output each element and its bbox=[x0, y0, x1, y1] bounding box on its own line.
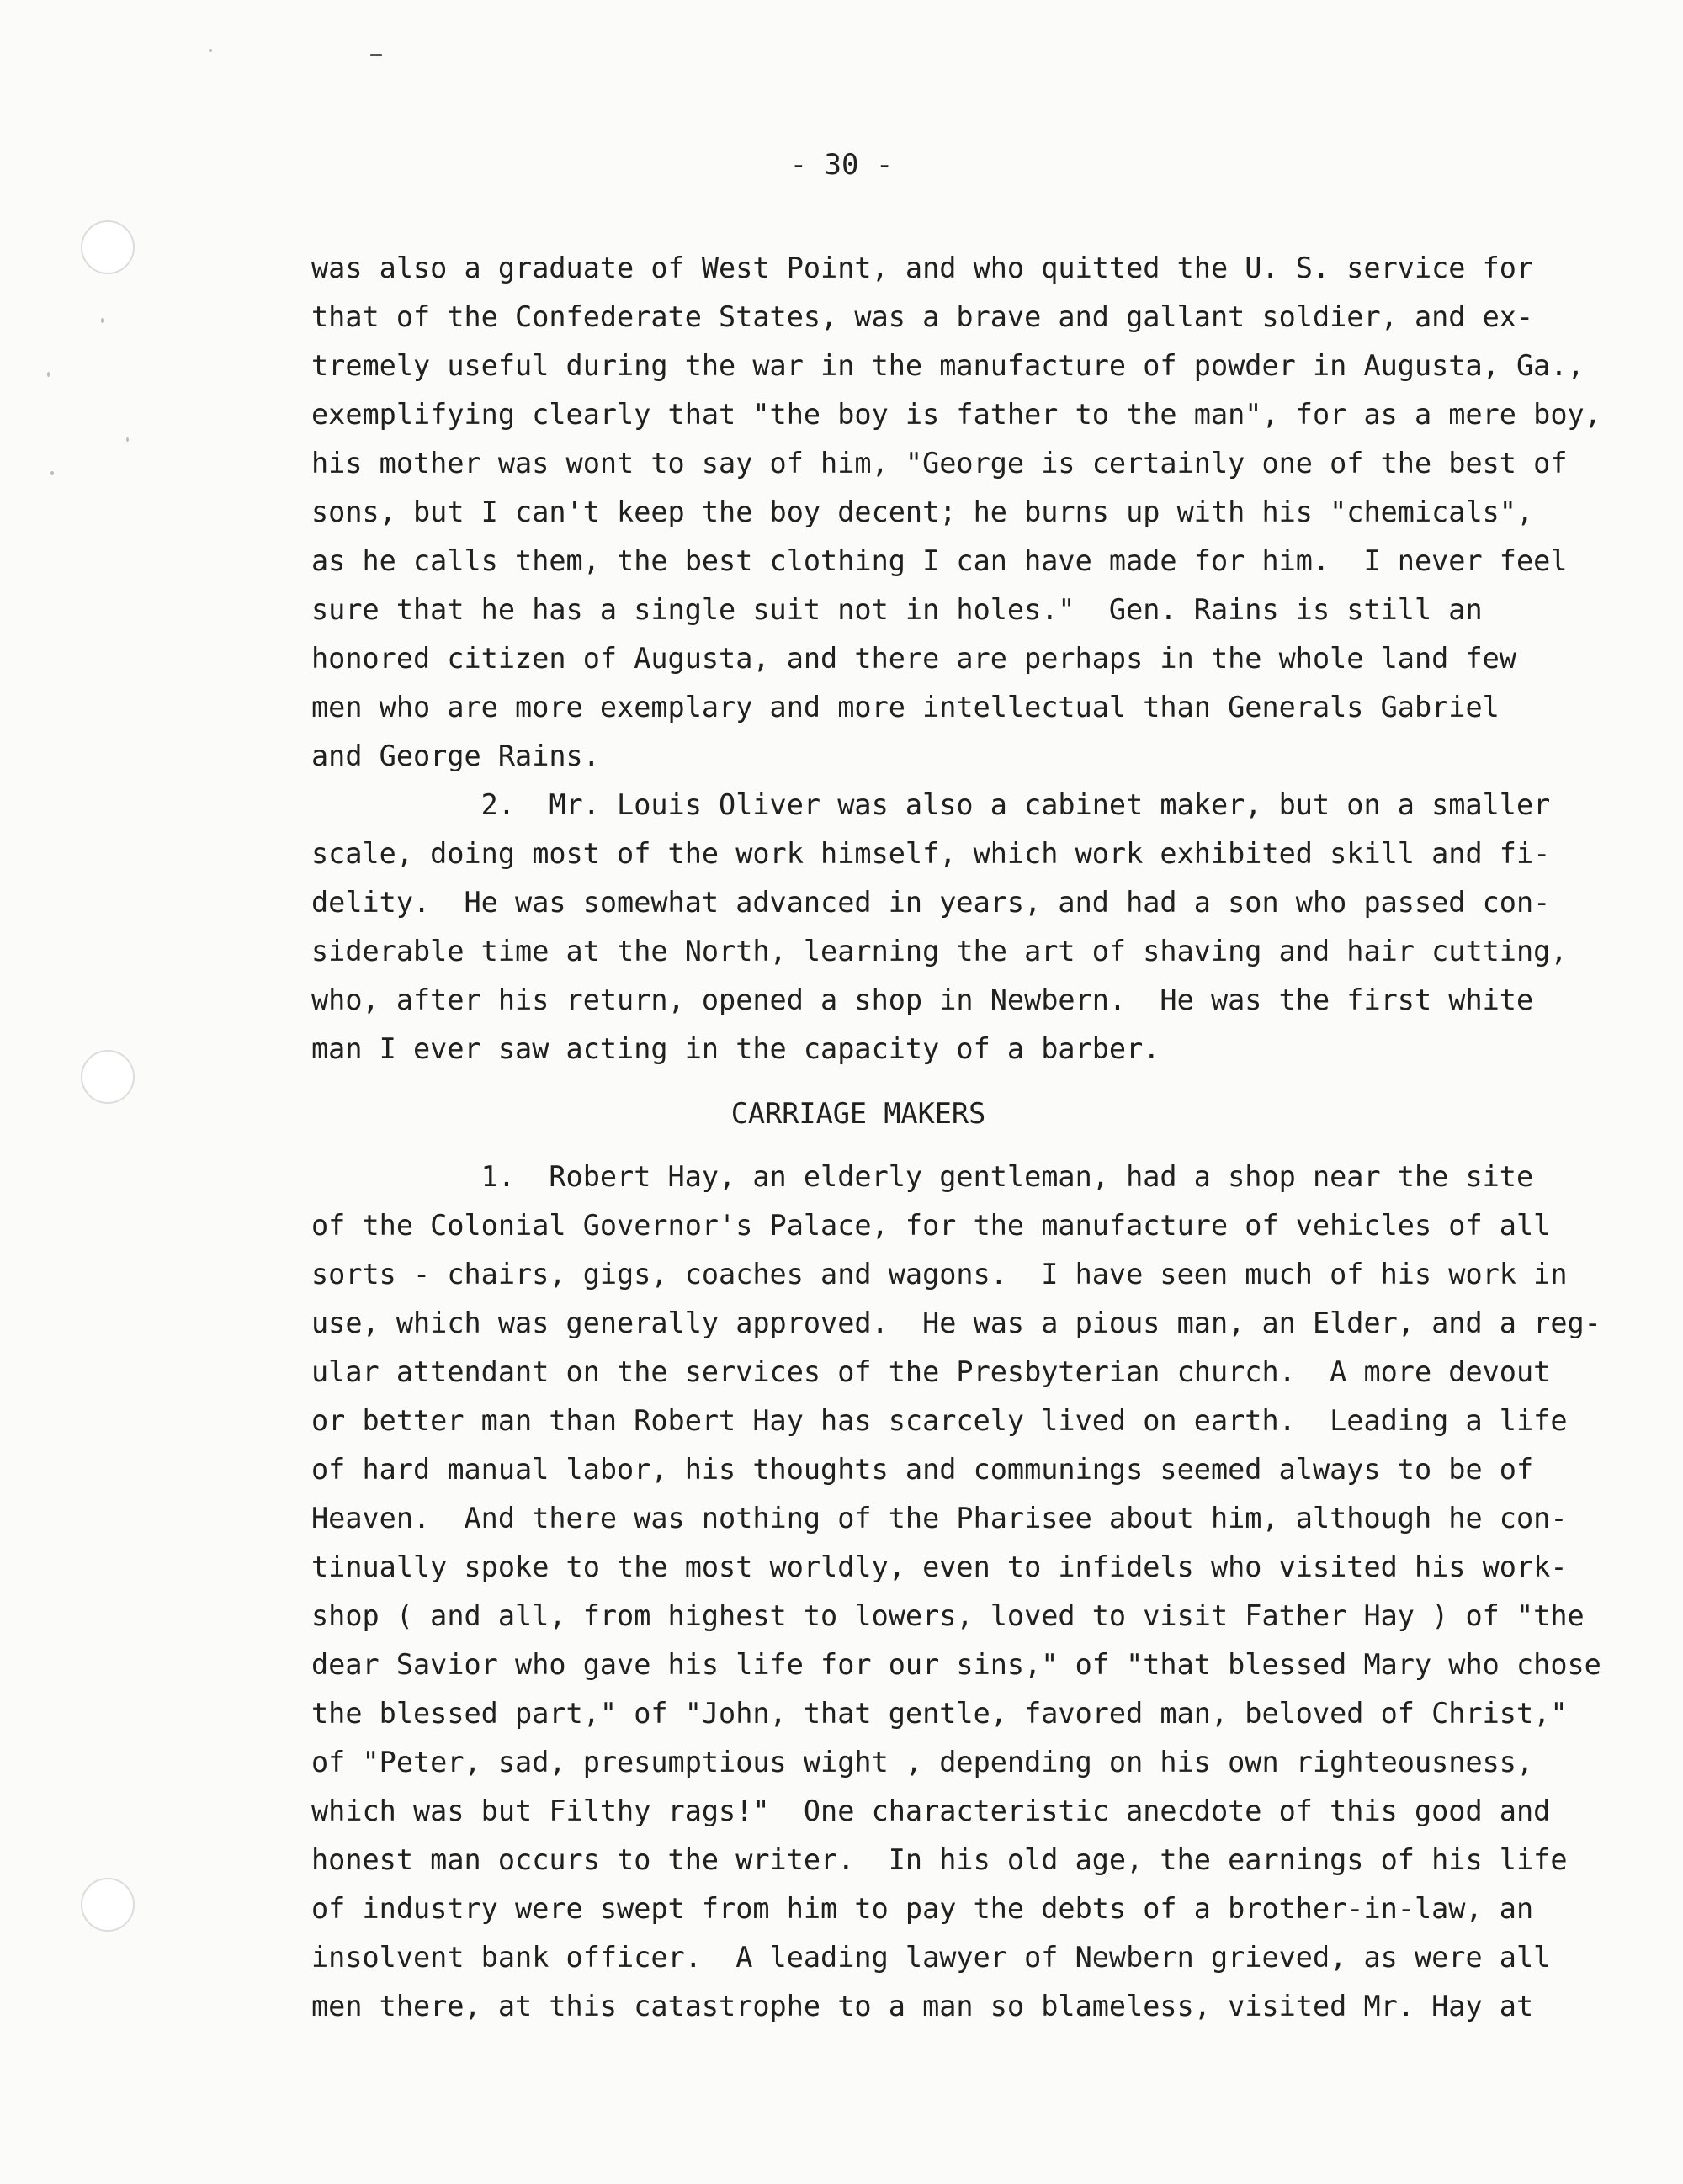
text-line: of industry were swept from him to pay the debts of a brother-in-law, an bbox=[311, 1892, 1534, 1925]
text-line: the blessed part," of "John, that gentle, favored man, beloved of Christ," bbox=[311, 1697, 1568, 1730]
paragraph-2 bbox=[311, 781, 1601, 1073]
text-line: who, after his return, opened a shop in Newbern. He was the first white bbox=[311, 983, 1534, 1016]
scan-speck bbox=[126, 437, 129, 442]
text-line: dear Savior who gave his life for our sins," of "that blessed Mary who chose bbox=[311, 1648, 1601, 1681]
paragraph-3 bbox=[311, 1153, 1601, 2031]
text-line: as he calls them, the best clothing I can have made for him. I never feel bbox=[311, 544, 1568, 577]
text-line: Heaven. And there was nothing of the Pharisee about him, although he con- bbox=[311, 1502, 1568, 1535]
text-line: was also a graduate of West Point, and who quitted the U. S. service for bbox=[311, 252, 1534, 284]
punch-hole-bottom bbox=[81, 1878, 135, 1932]
text-line: scale, doing most of the work himself, which work exhibited skill and fi- bbox=[311, 837, 1551, 870]
scan-speck bbox=[101, 318, 104, 323]
scan-mark bbox=[370, 54, 382, 56]
spacer bbox=[311, 1141, 1601, 1153]
text-line: ular attendant on the services of the Presbyterian church. A more devout bbox=[311, 1355, 1551, 1388]
text-line: that of the Confederate States, was a brave and gallant soldier, and ex- bbox=[311, 300, 1534, 333]
text-line: of the Colonial Governor's Palace, for the manufacture of vehicles of all bbox=[311, 1209, 1551, 1242]
text-line: and George Rains. bbox=[311, 739, 600, 772]
text-line: men who are more exemplary and more intellectual than Generals Gabriel bbox=[311, 691, 1500, 724]
paragraph-1 bbox=[311, 244, 1601, 781]
scan-speck bbox=[47, 372, 50, 377]
text-line: delity. He was somewhat advanced in years, and had a son who passed con- bbox=[311, 886, 1551, 919]
text-line: 2. Mr. Louis Oliver was also a cabinet maker, but on a smaller bbox=[311, 788, 1551, 821]
text-line: sons, but I can't keep the boy decent; he burns up with his "chemicals", bbox=[311, 496, 1534, 528]
text-line: of hard manual labor, his thoughts and communings seemed always to be of bbox=[311, 1453, 1534, 1486]
spacer bbox=[311, 1073, 1601, 1085]
text-line: exemplifying clearly that "the boy is father to the man", for as a mere boy, bbox=[311, 398, 1601, 431]
text-line: which was but Filthy rags!" One characteristic anecdote of this good and bbox=[311, 1794, 1551, 1827]
text-line: sorts - chairs, gigs, coaches and wagons. I have seen much of his work in bbox=[311, 1258, 1568, 1291]
text-line: siderable time at the North, learning the art of shaving and hair cutting, bbox=[311, 935, 1568, 967]
punch-hole-top bbox=[81, 220, 135, 274]
body-text bbox=[311, 244, 1601, 2031]
text-line: honored citizen of Augusta, and there are perhaps in the whole land few bbox=[311, 642, 1516, 675]
text-line: honest man occurs to the writer. In his old age, the earnings of his life bbox=[311, 1843, 1568, 1876]
text-line: tinually spoke to the most worldly, even to infidels who visited his work- bbox=[311, 1551, 1568, 1583]
text-line: man I ever saw acting in the capacity of a barber. bbox=[311, 1032, 1160, 1065]
page-number: - 30 - bbox=[789, 148, 894, 182]
text-line: insolvent bank officer. A leading lawyer of Newbern grieved, as were all bbox=[311, 1941, 1551, 1974]
text-line: of "Peter, sad, presumptious wight , depending on his own righteousness, bbox=[311, 1746, 1534, 1778]
text-line: shop ( and all, from highest to lowers, loved to visit Father Hay ) of "the bbox=[311, 1599, 1585, 1632]
punch-hole-middle bbox=[81, 1050, 135, 1104]
section-heading: CARRIAGE MAKERS bbox=[730, 1097, 986, 1130]
scan-speck bbox=[209, 49, 212, 52]
text-line: 1. Robert Hay, an elderly gentleman, had a shop near the site bbox=[311, 1160, 1534, 1193]
text-line: sure that he has a single suit not in holes." Gen. Rains is still an bbox=[311, 593, 1483, 626]
text-line: or better man than Robert Hay has scarcely lived on earth. Leading a life bbox=[311, 1404, 1568, 1437]
text-line: tremely useful during the war in the manufacture of powder in Augusta, Ga., bbox=[311, 349, 1585, 382]
text-line: men there, at this catastrophe to a man so blameless, visited Mr. Hay at bbox=[311, 1990, 1534, 2022]
scan-speck bbox=[50, 471, 54, 475]
text-line: use, which was generally approved. He was a pious man, an Elder, and a reg- bbox=[311, 1307, 1601, 1339]
text-line: his mother was wont to say of him, "George is certainly one of the best of bbox=[311, 447, 1568, 480]
